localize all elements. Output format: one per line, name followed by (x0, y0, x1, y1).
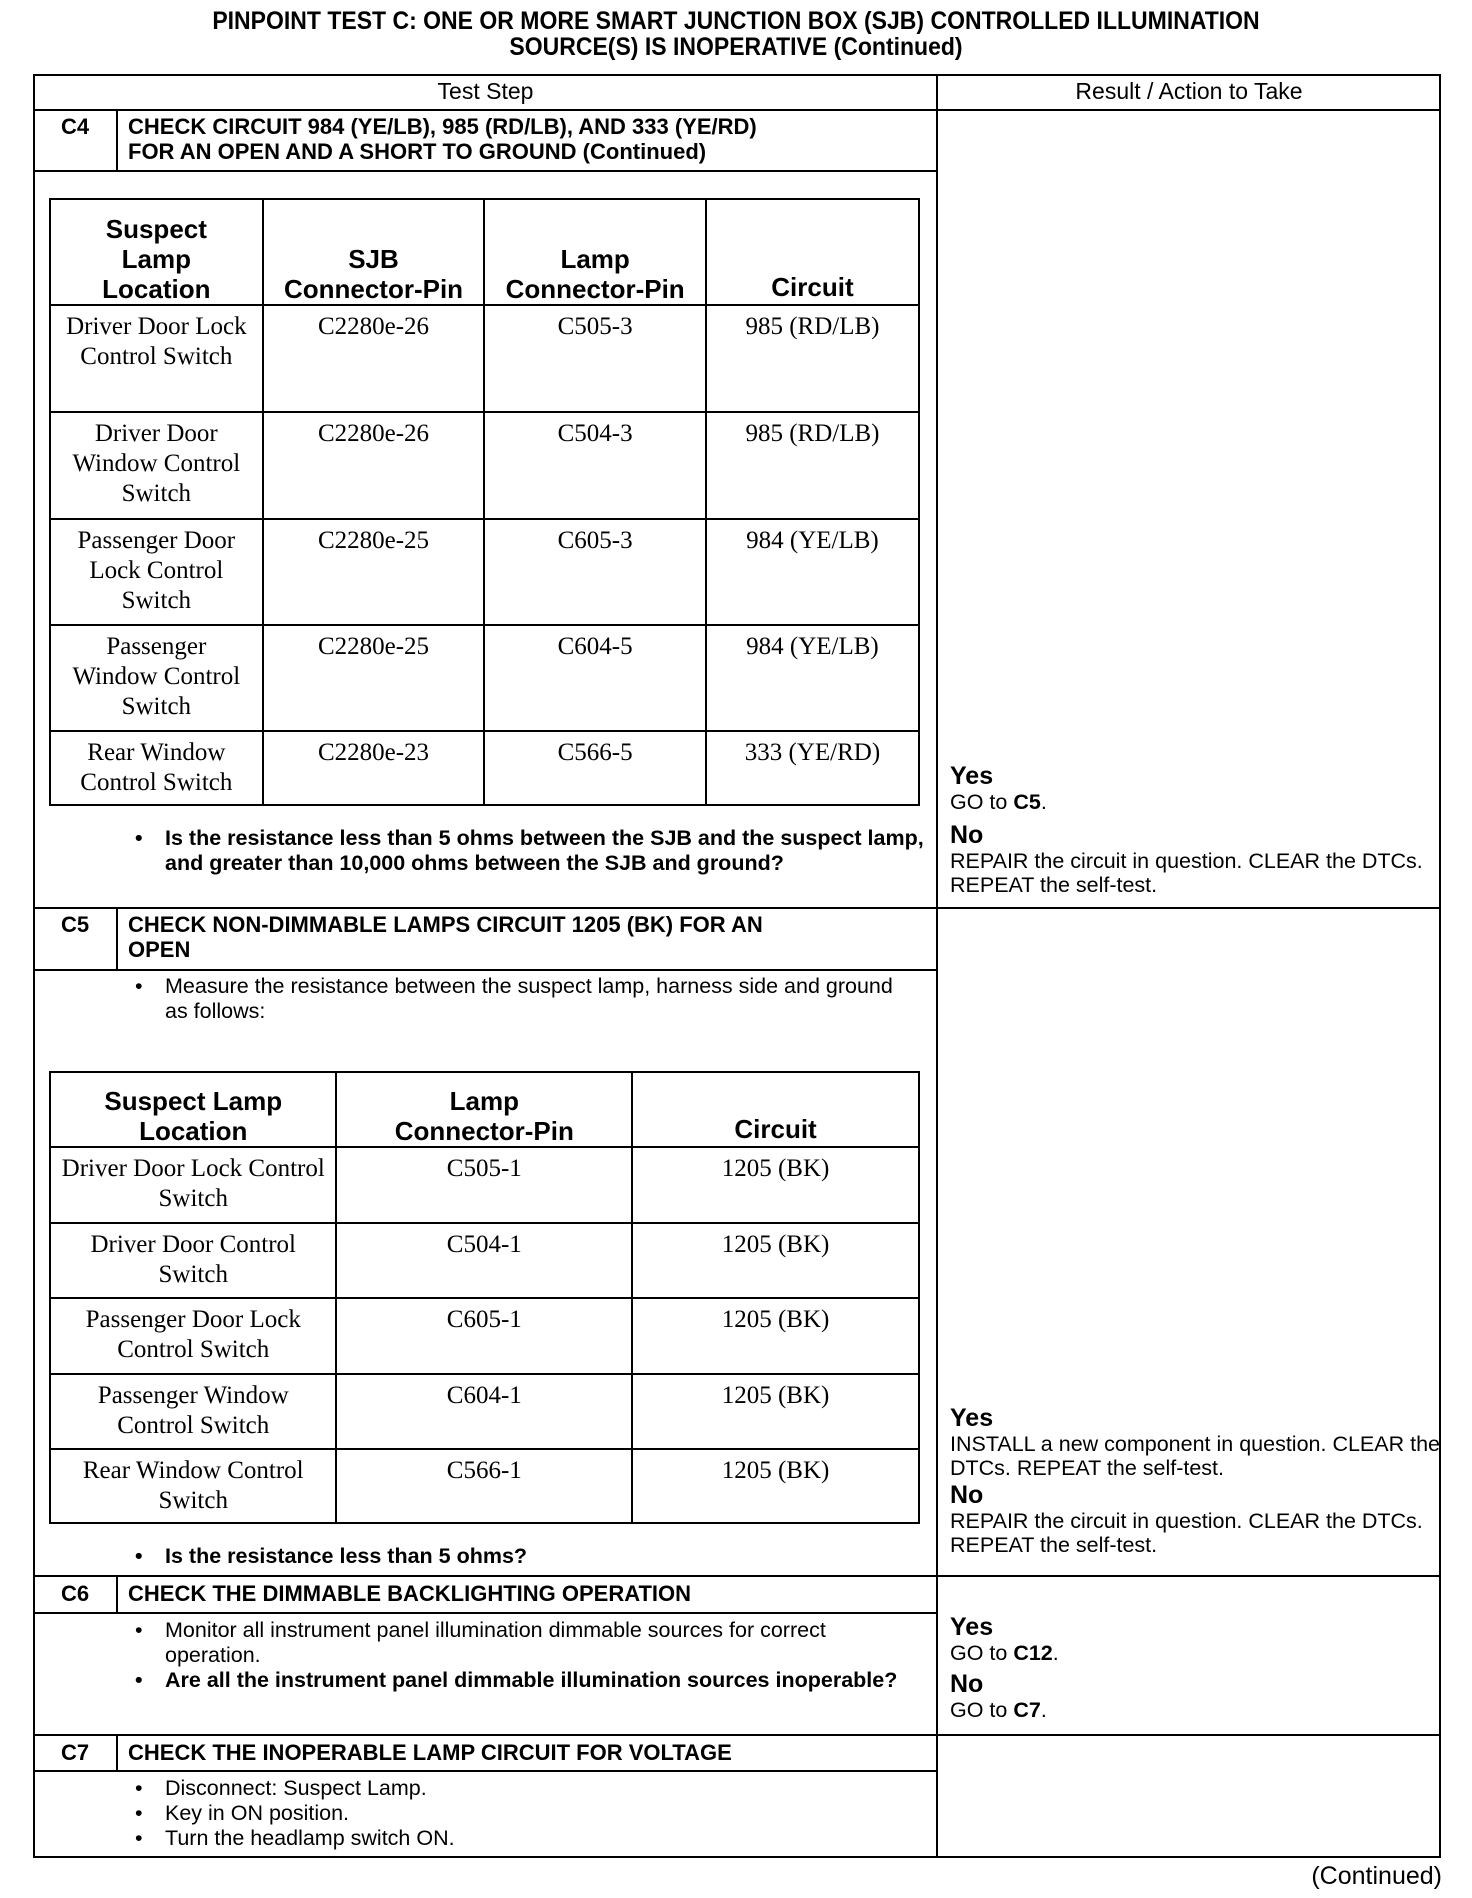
table-cell: C2280e-23 (263, 731, 485, 805)
c6-result: Yes GO to C12. No GO to C7. (950, 1613, 1059, 1722)
c7-step: • Key in ON position. (128, 1801, 918, 1826)
table-cell: C2280e-26 (263, 305, 485, 412)
col-header: Suspect Lamp Location (50, 199, 263, 305)
step-title: CHECK THE DIMMABLE BACKLIGHTING OPERATION (128, 1581, 692, 1606)
table-cell: 333 (YE/RD) (706, 731, 919, 805)
header-result: Result / Action to Take (1075, 78, 1303, 104)
step-title: CHECK NON-DIMMABLE LAMPS CIRCUIT 1205 (BK) FOR AN OPEN (128, 912, 763, 962)
table-cell: Rear Window Control Switch (50, 1449, 336, 1523)
table-row (50, 519, 919, 625)
table-cell: 985 (RD/LB) (706, 305, 919, 412)
table-cell: 984 (YE/LB) (706, 625, 919, 731)
header-test-step: Test Step (437, 78, 534, 104)
column-divider (936, 74, 938, 1858)
c7-step: • Turn the headlamp switch ON. (128, 1826, 918, 1851)
divider (33, 1612, 937, 1614)
c4-question: • Is the resistance less than 5 ohms between the SJB and the suspect lamp, and greater than 10,000 ohms between the SJB and ground? (128, 826, 928, 876)
goto-link[interactable]: C5 (1013, 790, 1041, 814)
table-cell: Passenger Door Lock Control Switch (50, 1298, 336, 1374)
c6-question: • Are all the instrument panel dimmable illumination sources inoperable? (128, 1668, 918, 1693)
c7-step: • Disconnect: Suspect Lamp. (128, 1776, 918, 1801)
table-row (50, 1449, 919, 1523)
table-row (50, 1223, 919, 1298)
goto-link[interactable]: C12 (1013, 1641, 1053, 1665)
step-number: C7 (60, 1740, 90, 1765)
table-row (50, 1147, 919, 1223)
c5-result: Yes INSTALL a new component in question. CLEAR the DTCs. REPEAT the self-test. No REPAIR the circuit in question. CLEAR the DTCs. REPEAT the self-test. (950, 1404, 1440, 1557)
table-cell: 984 (YE/LB) (706, 519, 919, 625)
table-cell: C505-1 (336, 1147, 632, 1223)
table-cell: 1205 (BK) (632, 1298, 919, 1374)
c6-instruction: • Monitor all instrument panel illumination dimmable sources for correct operation. (128, 1618, 918, 1668)
table-cell: 1205 (BK) (632, 1374, 919, 1449)
table-cell: Passenger Door Lock Control Switch (50, 519, 263, 625)
table-cell: Driver Door Window Control Switch (50, 412, 263, 519)
table-cell: Driver Door Control Switch (50, 1223, 336, 1298)
table-row (50, 1298, 919, 1374)
table-cell: C566-1 (336, 1449, 632, 1523)
c5-instruction: • Measure the resistance between the suspect lamp, harness side and ground as follows: (128, 974, 918, 1024)
table-cell: C604-1 (336, 1374, 632, 1449)
table-cell: Driver Door Lock Control Switch (50, 305, 263, 412)
table-cell: Passenger Window Control Switch (50, 625, 263, 731)
table-cell: 1205 (BK) (632, 1147, 919, 1223)
table-cell: Driver Door Lock Control Switch (50, 1147, 336, 1223)
continued-label: (Continued) (1311, 1862, 1442, 1890)
col-header: Suspect Lamp Location (50, 1072, 336, 1147)
c5-circuit-table (49, 1071, 920, 1524)
step-number: C6 (60, 1581, 90, 1606)
col-header: Circuit (706, 199, 919, 305)
c5-question: • Is the resistance less than 5 ohms? (128, 1544, 918, 1569)
table-cell: C2280e-25 (263, 519, 485, 625)
c4-result: Yes GO to C5. No REPAIR the circuit in question. CLEAR the DTCs. REPEAT the self-test. (950, 762, 1423, 897)
divider (33, 109, 1441, 111)
table-row (50, 305, 919, 412)
divider (33, 969, 937, 971)
divider (33, 170, 937, 172)
table-row (50, 412, 919, 519)
goto-link[interactable]: C7 (1013, 1698, 1041, 1722)
table-cell: C604-5 (484, 625, 706, 731)
table-cell: C504-1 (336, 1223, 632, 1298)
col-header: SJB Connector-Pin (263, 199, 485, 305)
table-cell: C505-3 (484, 305, 706, 412)
table-cell: C2280e-25 (263, 625, 485, 731)
c4-circuit-table (49, 198, 920, 806)
table-cell: C2280e-26 (263, 412, 485, 519)
table-cell: 1205 (BK) (632, 1223, 919, 1298)
table-cell: C605-3 (484, 519, 706, 625)
step-title: CHECK CIRCUIT 984 (YE/LB), 985 (RD/LB), AND 333 (YE/RD) FOR AN OPEN AND A SHORT TO GROUND (Continued) (128, 114, 757, 164)
table-cell: C566-5 (484, 731, 706, 805)
table-row (50, 625, 919, 731)
table-cell: Rear Window Control Switch (50, 731, 263, 805)
step-number: C4 (60, 114, 90, 139)
table-cell: 1205 (BK) (632, 1449, 919, 1523)
table-cell: C504-3 (484, 412, 706, 519)
step-title: CHECK THE INOPERABLE LAMP CIRCUIT FOR VOLTAGE (128, 1740, 732, 1765)
divider (33, 1770, 937, 1772)
table-row (50, 731, 919, 805)
table-cell: C605-1 (336, 1298, 632, 1374)
divider (33, 1734, 1441, 1736)
table-cell: 985 (RD/LB) (706, 412, 919, 519)
table-cell: Passenger Window Control Switch (50, 1374, 336, 1449)
table-row (50, 1374, 919, 1449)
col-header: Lamp Connector-Pin (336, 1072, 632, 1147)
step-number: C5 (60, 912, 90, 937)
divider (33, 1575, 1441, 1577)
page-title: PINPOINT TEST C: ONE OR MORE SMART JUNCTION BOX (SJB) CONTROLLED ILLUMINATION SOURCE(S) IS INOPERATIVE (Continued) (212, 7, 1260, 61)
divider (33, 907, 1441, 909)
col-header: Circuit (632, 1072, 919, 1147)
col-header: Lamp Connector-Pin (484, 199, 706, 305)
